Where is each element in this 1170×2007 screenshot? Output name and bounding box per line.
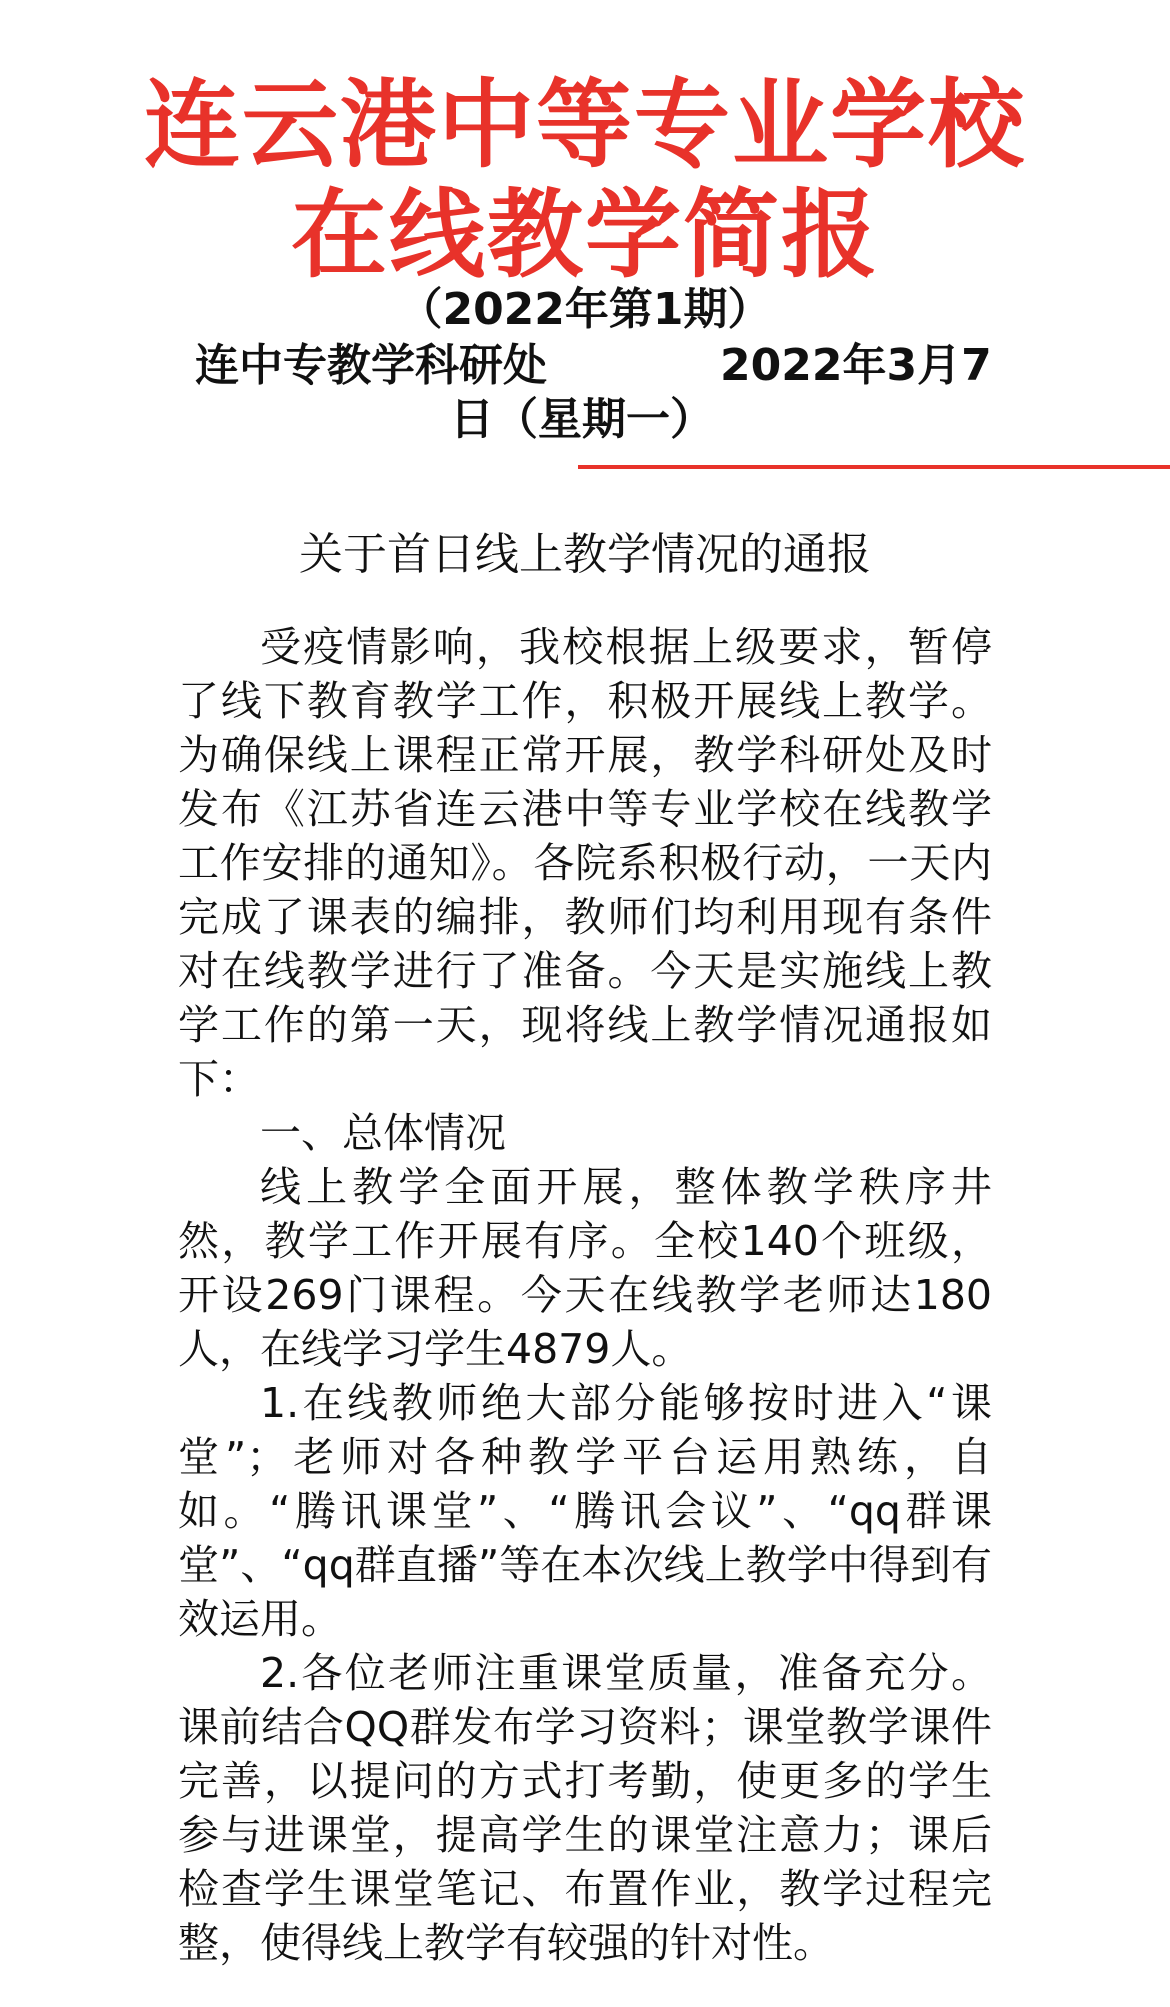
paragraph-intro: 受疫情影响，我校根据上级要求，暂停了线下教育教学工作，积极开展线上教学。为确保线上课程正常开展，教学科研处及时发布《江苏省连云港中等专业学校在线教学工作安排的通知》。各院系积极行动，一天内完成了课表的编排，教师们均利用现有条件对在线教学进行了准备。今天是实施线上教学工作的第一天，现将线上教学情况通报如下： <box>178 623 992 1103</box>
article-heading: 关于首日线上教学情况的通报 <box>299 529 871 580</box>
paragraph-overview: 线上教学全面开展，整体教学秩序井然，教学工作开展有序。全校140个班级，开设269门课程。今天在线教学老师达180人，在线学习学生4879人。 <box>178 1163 992 1373</box>
publish-date: 2022年3月7 <box>720 340 992 391</box>
issue-number: （2022年第1期） <box>398 284 772 335</box>
publish-date-continued: 日（星期一） <box>450 394 714 445</box>
paragraph-point-1: 1.在线教师绝大部分能够按时进入“课堂”；老师对各种教学平台运用熟练，自如。“腾讯课堂”、“腾讯会议”、“qq群课堂”、“qq群直播”等在本次线上教学中得到有效运用。 <box>178 1379 992 1643</box>
bulletin-title-line1: 连云港中等专业学校 <box>144 69 1026 181</box>
bulletin-title-line2: 在线教学简报 <box>291 179 879 291</box>
section-title-overview: 一、总体情况 <box>260 1109 506 1157</box>
department-name: 连中专教学科研处 <box>195 340 547 391</box>
red-divider <box>578 465 1170 469</box>
paragraph-point-2: 2.各位老师注重课堂质量，准备充分。课前结合QQ群发布学习资料；课堂教学课件完善，以提问的方式打考勤，使更多的学生参与进课堂，提高学生的课堂注意力；课后检查学生课堂笔记、布置作业，教学过程完整，使得线上教学有较强的针对性。 <box>178 1649 992 1967</box>
article-body <box>178 620 992 1970</box>
